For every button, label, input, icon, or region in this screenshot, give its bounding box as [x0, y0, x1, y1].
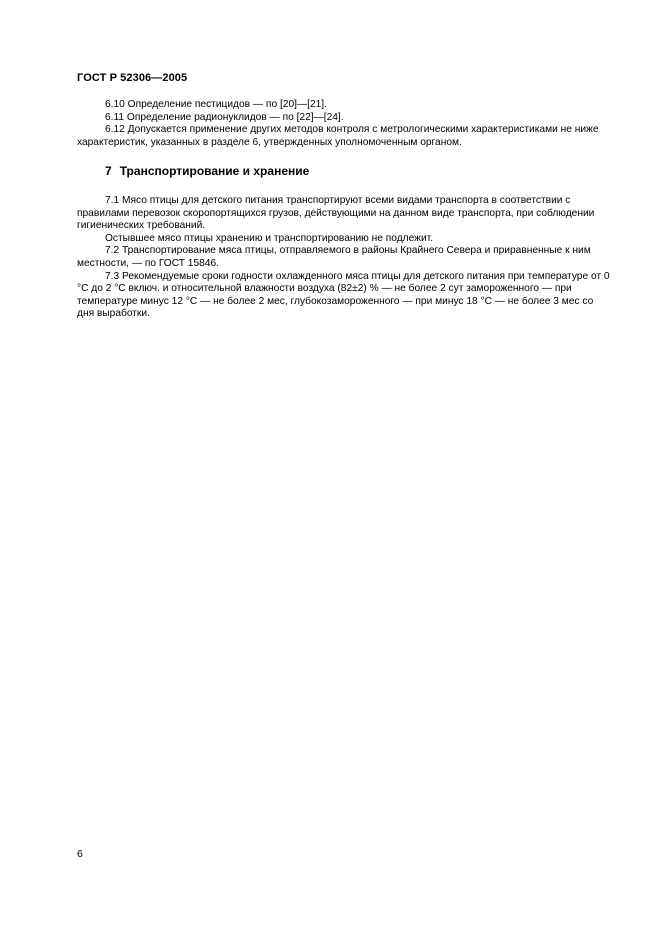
paragraph-7-3: 7.3 Рекомендуемые сроки годности охлажденного мяса птицы для детского питания при температуре от 0 °С до 2 °С включ. и относительной влажности воздуха (82±2) % — не более 2 сут замороженного — при температуре минус 12 °С — не более 2 мес, глубокозамороженного — при минус 18 °С — не более 3 мес со дня выработки.: [77, 270, 610, 320]
paragraph-6-11: 6.11 Определение радионуклидов — по [22]—[24].: [105, 111, 344, 123]
section-7-number: 7: [105, 164, 112, 178]
page-number: 6: [77, 848, 83, 860]
paragraph-7-1-note: Остывшее мясо птицы хранению и транспортированию не подлежит.: [105, 232, 434, 244]
paragraph-7-1: 7.1 Мясо птицы для детского питания транспортируют всеми видами транспорта в соответствии с правилами перевозок скоропортящихся грузов, действующими на данном виде транспорта, при соблюдении гигиенических требований.: [77, 195, 595, 232]
document-header-code: ГОСТ Р 52306—2005: [77, 72, 188, 84]
section-6-continuation: [77, 99, 613, 149]
paragraph-7-2: 7.2 Транспортирование мяса птицы, отправляемого в районы Крайнего Севера и приравненные к ним местности, — по ГОСТ 15846.: [77, 245, 591, 269]
paragraph-6-12: 6.12 Допускается применение других методов контроля с метрологическими характеристиками не ниже характеристик, указанных в разделе 6, утвержденных уполномоченным органом.: [77, 124, 599, 148]
section-7-body: [77, 195, 613, 321]
section-7-title: Транспортирование и хранение: [119, 164, 310, 178]
section-7-heading: [105, 164, 309, 178]
paragraph-6-10: 6.10 Определение пестицидов — по [20]—[21].: [105, 99, 327, 110]
